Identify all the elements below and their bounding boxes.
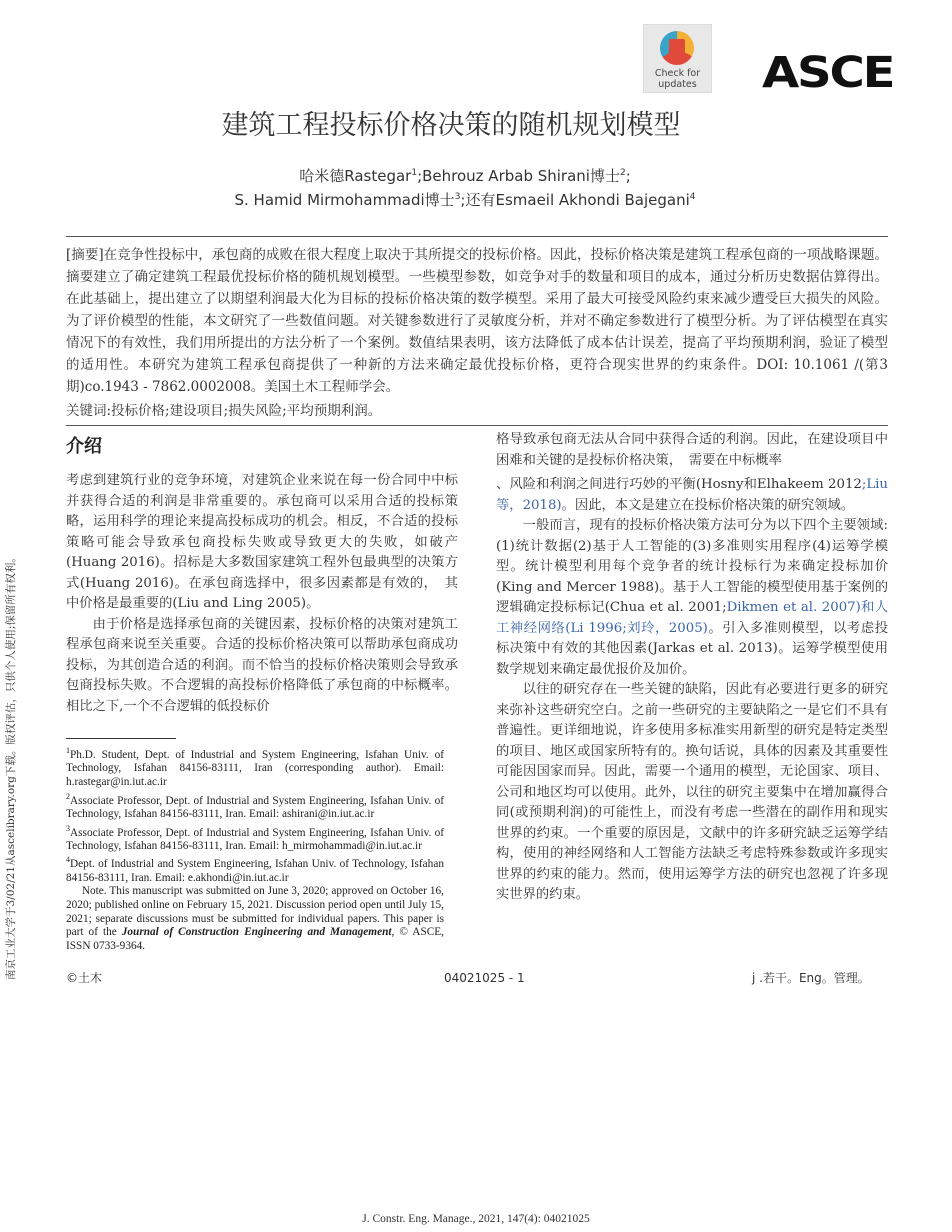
abstract-doi: DOI: 10.1061 /(第3期)co.1943 - 7862.0002008。美国土木工程师学会。 xyxy=(66,357,888,395)
journal-name: Journal of Construction Engineering and Management xyxy=(121,926,392,939)
section-heading-intro: 介绍 xyxy=(66,436,102,457)
footnote-1: $^1$Ph.D. Student, Dept. of Industrial and System Engineering, Isfahan Univ. of Technology, Isfahan 84156-83111, Iran (corresponding author). Email: h.rastegar@in.iut.ac.ir xyxy=(66,746,444,788)
abstract-text: [摘要]在竞争性投标中，承包商的成败在很大程度上取决于其所提交的投标价格。因此，投标价格决策是建筑工程承包商的一项战略课题。摘要建立了确定建筑工程最优投标价格的随机规划模型。一些模型参数，如竞争对手的数量和项目的成本，通过分析历史数据估算得出。在此基础上，提出建立了以期望利润最大化为目标的投标价格决策的数学模型。采用了最大可接受风险约束来减少遭受巨大损失的风险。为了评价模型的性能，本文研究了一些数值问题。对关键参数进行了灵敏度分析，并对不确定参数进行了模型分析。为了评估模型在真实情况下的有效性，我们用所提出的方法分析了一个案例。数值结果表明，该方法降低了成本估计误差，提高了平均预期利润，验证了模型的适用性。本研究为建筑工程承包商提供了一种新的方法来确定最优投标价格，更符合现实世界的约束条件。 xyxy=(66,247,888,373)
footnote-3: $^3$Associate Professor, Dept. of Industrial and System Engineering, Isfahan Univ. of Technology, Isfahan 84156-83111, Iran. Email: h_mirmohammadi@in.iut.ac.ir xyxy=(66,823,444,852)
right-paragraph-0b: 、风险和利润之间进行巧妙的平衡(Hosny和Elhakeem 2012;Liu等，2018)。因此，本文是建立在投标价格决策的研究领域。 xyxy=(496,477,888,513)
author-line-2: S. Hamid Mirmohammadi博士$^3$;还有Esmaeil Akhondi Bajegani$^4$ xyxy=(234,191,696,209)
footer-journal-abbrev: j .若干。Eng。管理。 xyxy=(752,971,870,985)
right-paragraph-0: 格导致承包商无法从合同中获得合适的利润。因此，在建设项目中困难和关键的是投标价格决策， 需要在中标概率 xyxy=(496,432,888,468)
badge-label: Check for updates xyxy=(654,68,701,90)
right-column xyxy=(496,430,888,906)
citation-link[interactable]: ;Liu等，2018) xyxy=(496,477,888,513)
author-line-1: 哈米德Rastegar$^1$;Behrouz Arbab Shirani博士$^2$; xyxy=(299,167,631,185)
abstract-top-rule xyxy=(66,236,888,237)
bottom-citation: J. Constr. Eng. Manage., 2021, 147(4): 04021025 xyxy=(362,1213,590,1225)
paper-title: 建筑工程投标价格决策的随机规划模型 xyxy=(221,110,681,141)
footer-page-number: 04021025 - 1 xyxy=(444,971,525,985)
citation-link[interactable]: Dikmen et al. 2007)和人工神经网络(Li 1996;刘玲，2005) xyxy=(496,600,888,636)
right-paragraph-1: 一般而言，现有的投标价格决策方法可分为以下四个主要领域:(1)统计数据(2)基于人工智能的(3)多准则实用程序(4)运筹学模型。统计模型利用每个竞争者的统计投标行为来确定投标加价(King and Mercer 1988)。基于人工智能的模型使用基于案例的逻辑确定投标标记(Chua et al. 2001;Dikmen et al. 2007)和人工神经网络(Li 1996;刘玲，2005)。引入多准则模型，以考虑投标决策中有效的其他因素(Jarkas et al. 2013)。运筹学模型使用数学规划来确定最优报价及加价。 xyxy=(496,518,889,677)
keywords-bottom-rule xyxy=(66,425,888,426)
keywords: 关键词:投标价格;建设项目;损失风险;平均预期利润。 xyxy=(66,403,382,419)
intro-paragraph-2: 由于价格是选择承包商的关键因素，投标价格的决策对建筑工程承包商来说至关重要。合适的投标价格决策可以帮助承包商成功投标，为其创造合适的利润。而不恰当的投标价格决策则会导致承包商投标失败。不合逻辑的高投标价格降低了承包商的中标概率。相比之下,一个不合逻辑的低投标价 xyxy=(66,616,458,714)
footnote-rule xyxy=(66,738,176,739)
publisher-logo: ASCE xyxy=(762,48,894,98)
right-paragraph-2: 以往的研究存在一些关键的缺陷，因此有必要进行更多的研究来弥补这些研究空白。之前一些研究的主要缺陷之一是它们不具有普遍性。更详细地说，许多使用多标准实用新型的研究是特定类型的项目、地区或国家所特有的。换句话说，具体的因素及其重要性可能因国家而异。因此，需要一个通用的模型，无论国家、项目、公司和地区均可以使用。此外，以往的研究主要集中在增加赢得合同(或预期利润)的可能性上，而没有考虑一些潜在的副作用和现实世界的约束。一个重要的原因是，文献中的许多研究缺乏运筹学结构，使用的神经网络和人工智能方法缺乏考虑特殊参数或许多现实世界的约束的能力。然而，使用运筹学方法的研究也忽视了许多现实世界的约束。 xyxy=(496,682,888,902)
left-column xyxy=(66,471,458,717)
footer-copyright: ©土木 xyxy=(66,971,103,985)
footnote-4: $^4$Dept. of Industrial and System Engineering, Isfahan Univ. of Technology, Isfahan 84156-83111, Iran. Email: e.akhondi@in.iut.ac.ir xyxy=(66,855,444,884)
footnote-2: $^2$Associate Professor, Dept. of Industrial and System Engineering, Isfahan Univ. of Technology, Isfahan 84156-83111, Iran. Email: ashirani@in.iut.ac.ir xyxy=(66,791,444,820)
bookmark-icon xyxy=(660,31,694,65)
footnotes xyxy=(66,744,444,953)
manuscript-note: Note. This manuscript was submitted on June 3, 2020; approved on October 16, 2020; published online on February 15, 2021. Discussion period open until July 15, 2021; separate discussions must be submitted for individual papers. This paper is part of the Journal of Construction Engineering and Management, © ASCE, ISSN 0733-9364. xyxy=(66,885,444,952)
check-for-updates-badge[interactable] xyxy=(643,24,712,93)
abstract xyxy=(66,244,888,398)
download-notice: 南京工业大学于3/02/21从ascelibrary.org下载。版权评估，只供个人使用;保留所有权利。 xyxy=(5,552,17,980)
intro-paragraph-1: 考虑到建筑行业的竞争环境，对建筑企业来说在每一份合同中中标并获得合适的利润是非常重要的。承包商可以采用合适的投标策略，运用科学的理论来提高投标成功的机会。相反，不合适的投标策略可能会导致承包商投标失败或导致更大的失败，如破产(Huang 2016)。招标是大多数国家建筑工程外包最典型的决策方式(Huang 2016)。在承包商选择中，很多因素都是有效的， 其中价格是最重要的(Liu and Ling 2005)。 xyxy=(66,473,458,611)
